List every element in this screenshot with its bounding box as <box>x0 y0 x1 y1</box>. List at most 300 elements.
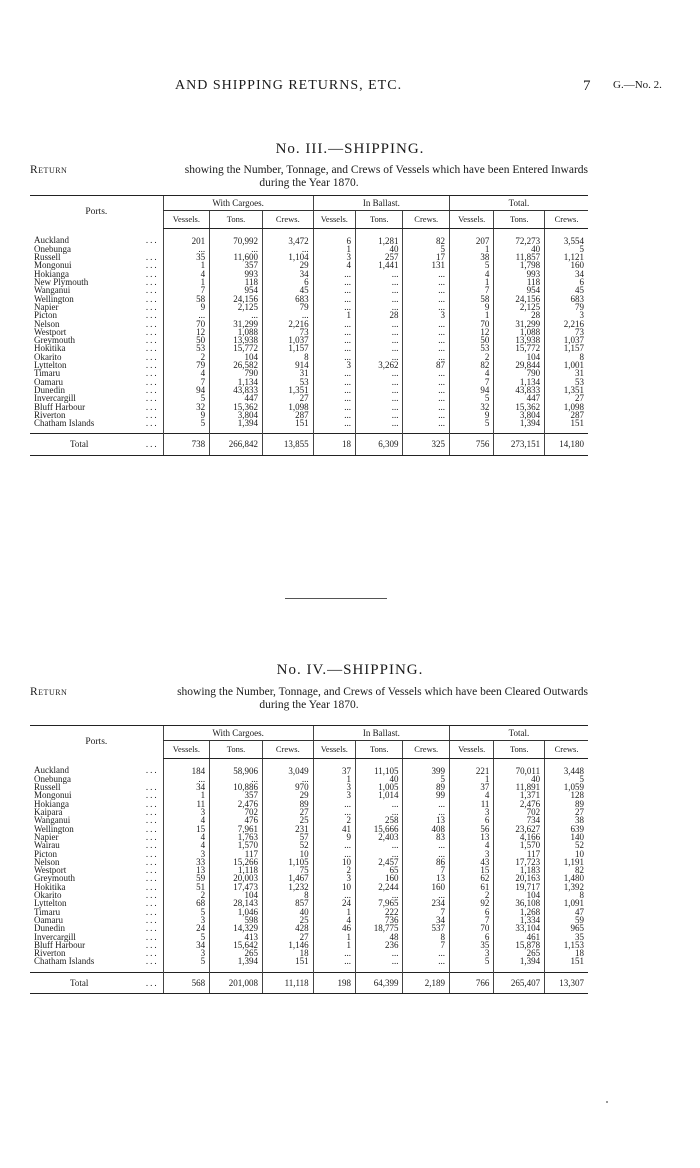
value-cell: 131 <box>403 261 450 269</box>
port-name: Russell <box>34 252 61 263</box>
value-cell: 33 <box>163 858 209 866</box>
value-cell: 598 <box>210 916 263 924</box>
value-cell: 1,046 <box>210 908 263 916</box>
value-cell: 73 <box>262 328 313 336</box>
leader-dots: ... <box>145 368 159 379</box>
value-cell: 221 <box>449 758 493 775</box>
value-cell: 10 <box>262 850 313 858</box>
port-name: Timaru <box>34 906 61 917</box>
value-cell: ... <box>313 419 355 434</box>
leader-dots: ... <box>145 956 159 967</box>
value-cell: 9 <box>163 303 209 311</box>
value-cell: ... <box>313 808 355 816</box>
value-cell: 27 <box>262 808 313 816</box>
value-cell: ... <box>313 295 355 303</box>
table-row <box>30 245 588 253</box>
port-name: Onebunga <box>34 773 71 784</box>
value-cell: 1,394 <box>494 957 545 972</box>
value-cell: 1,104 <box>262 253 313 261</box>
value-cell: 5 <box>403 245 450 253</box>
value-cell: 15 <box>449 866 493 874</box>
leader-dots: ... <box>145 848 159 859</box>
value-cell: 15,772 <box>494 344 545 352</box>
value-cell: 9 <box>313 833 355 841</box>
total-cell <box>30 972 163 993</box>
value-cell: 50 <box>163 336 209 344</box>
table-row <box>30 791 588 799</box>
value-cell: 993 <box>210 270 263 278</box>
value-cell: 151 <box>545 957 588 972</box>
value-cell: 15,642 <box>210 941 263 949</box>
value-cell: 40 <box>355 245 403 253</box>
col-header-ports: Ports. <box>30 196 163 229</box>
col-header: Tons. <box>210 741 263 758</box>
value-cell: 234 <box>403 899 450 907</box>
value-cell: 2,125 <box>494 303 545 311</box>
value-cell: ... <box>403 353 450 361</box>
value-cell: 2,216 <box>262 320 313 328</box>
value-cell: 104 <box>494 353 545 361</box>
value-cell: 207 <box>449 228 493 245</box>
value-cell: 1 <box>163 791 209 799</box>
value-cell: ... <box>313 411 355 419</box>
value-cell: 1,014 <box>355 791 403 799</box>
value-cell: ... <box>403 286 450 294</box>
value-cell: 151 <box>262 419 313 434</box>
value-cell: 8 <box>545 891 588 899</box>
port-name: Mongonui <box>34 790 72 801</box>
section-subtitle-outwards <box>30 686 588 712</box>
leader-dots: ... <box>145 360 159 371</box>
value-cell: ... <box>403 378 450 386</box>
value-cell: 13,938 <box>494 336 545 344</box>
value-cell: 31,299 <box>494 320 545 328</box>
value-cell: 1,146 <box>262 941 313 949</box>
value-cell: 8 <box>262 891 313 899</box>
value-cell: ... <box>355 270 403 278</box>
value-cell: 10 <box>313 883 355 891</box>
value-cell: ... <box>262 311 313 319</box>
value-cell: 4,166 <box>494 833 545 841</box>
subtitle-label: Return <box>30 164 68 176</box>
value-cell: 4 <box>449 791 493 799</box>
total-value-cell: 198 <box>313 972 355 993</box>
port-name: Wairau <box>34 840 60 851</box>
value-cell: 104 <box>210 353 263 361</box>
value-cell: 1,098 <box>545 403 588 411</box>
table-row <box>30 949 588 957</box>
value-cell: 4 <box>163 369 209 377</box>
value-cell: 36,108 <box>494 899 545 907</box>
port-name: Kaipara <box>34 807 63 818</box>
value-cell: 56 <box>449 825 493 833</box>
value-cell: ... <box>313 394 355 402</box>
value-cell: 140 <box>545 833 588 841</box>
value-cell: ... <box>355 295 403 303</box>
port-name: Westport <box>34 865 67 876</box>
leader-dots: ... <box>145 831 159 842</box>
value-cell: 5 <box>163 933 209 941</box>
table-row <box>30 800 588 808</box>
table-row <box>30 278 588 286</box>
value-cell: 12 <box>449 328 493 336</box>
value-cell: 61 <box>449 883 493 891</box>
table-row <box>30 924 588 932</box>
value-cell: 4 <box>163 833 209 841</box>
value-cell: ... <box>355 320 403 328</box>
value-cell: 1,134 <box>210 378 263 386</box>
leader-dots: ... <box>145 439 159 450</box>
total-value-cell: 325 <box>403 434 450 455</box>
value-cell: 26,582 <box>210 361 263 369</box>
port-name: Wanganui <box>34 285 71 296</box>
port-name: Napier <box>34 831 59 842</box>
value-cell: 31 <box>545 369 588 377</box>
port-name: Westport <box>34 326 67 337</box>
subtitle-year: during the Year 1870. <box>259 177 359 189</box>
value-cell: 857 <box>262 899 313 907</box>
value-cell: 3 <box>313 783 355 791</box>
value-cell: 118 <box>494 278 545 286</box>
value-cell: 70,992 <box>210 228 263 245</box>
port-name: Auckland <box>34 235 69 246</box>
value-cell: 2 <box>313 866 355 874</box>
value-cell: ... <box>313 386 355 394</box>
value-cell: 23,627 <box>494 825 545 833</box>
col-header: Vessels. <box>163 211 209 228</box>
value-cell: 7 <box>163 286 209 294</box>
leader-dots: ... <box>145 923 159 934</box>
value-cell: 18,775 <box>355 924 403 932</box>
table-row <box>30 841 588 849</box>
value-cell: ... <box>355 949 403 957</box>
col-group-header: With Cargoes. <box>163 196 313 211</box>
value-cell: ... <box>403 800 450 808</box>
port-name: Dunedin <box>34 923 65 934</box>
value-cell: 1 <box>163 261 209 269</box>
value-cell: 683 <box>545 295 588 303</box>
total-value-cell: 13,307 <box>545 972 588 993</box>
value-cell: 4 <box>449 369 493 377</box>
table-row <box>30 933 588 941</box>
value-cell: ... <box>403 386 450 394</box>
table-row <box>30 369 588 377</box>
value-cell: 53 <box>449 344 493 352</box>
table-row <box>30 866 588 874</box>
table-row <box>30 311 588 319</box>
value-cell: 4 <box>313 261 355 269</box>
value-cell: 1,105 <box>262 858 313 866</box>
value-cell: ... <box>313 378 355 386</box>
leader-dots: ... <box>145 318 159 329</box>
value-cell: 3 <box>449 808 493 816</box>
total-value-cell: 201,008 <box>210 972 263 993</box>
port-name: Wellington <box>34 293 74 304</box>
value-cell: 94 <box>449 386 493 394</box>
value-cell: 3 <box>313 361 355 369</box>
value-cell: ... <box>403 891 450 899</box>
value-cell: 13,938 <box>210 336 263 344</box>
value-cell: 790 <box>210 369 263 377</box>
value-cell: 258 <box>355 816 403 824</box>
value-cell: 72,273 <box>494 228 545 245</box>
total-value-cell: 2,189 <box>403 972 450 993</box>
table-row <box>30 941 588 949</box>
value-cell: 20,003 <box>210 874 263 882</box>
col-header: Tons. <box>355 211 403 228</box>
value-cell: 1,153 <box>545 941 588 949</box>
value-cell: 87 <box>403 361 450 369</box>
value-cell: ... <box>355 369 403 377</box>
value-cell: 1,281 <box>355 228 403 245</box>
value-cell: 70 <box>449 320 493 328</box>
value-cell: 24 <box>163 924 209 932</box>
value-cell: 34 <box>262 270 313 278</box>
value-cell: ... <box>313 403 355 411</box>
value-cell: 59 <box>163 874 209 882</box>
value-cell: 24,156 <box>494 295 545 303</box>
table-row <box>30 916 588 924</box>
section-heading-inwards: No. III.—SHIPPING. <box>275 141 425 157</box>
value-cell: 537 <box>403 924 450 932</box>
value-cell: 65 <box>355 866 403 874</box>
value-cell: 1 <box>313 311 355 319</box>
value-cell: 413 <box>210 933 263 941</box>
value-cell: 1,191 <box>545 858 588 866</box>
value-cell: ... <box>355 286 403 294</box>
value-cell: ... <box>313 303 355 311</box>
leader-dots: ... <box>145 898 159 909</box>
port-name: Nelson <box>34 856 60 867</box>
subtitle-label: Return <box>30 686 68 698</box>
value-cell: 1 <box>449 278 493 286</box>
table-row <box>30 783 588 791</box>
value-cell: 2,476 <box>210 800 263 808</box>
port-name: Bluff Harbour <box>34 939 86 950</box>
value-cell: 5 <box>163 394 209 402</box>
value-cell: 70 <box>449 924 493 932</box>
value-cell: 1,005 <box>355 783 403 791</box>
value-cell: 89 <box>545 800 588 808</box>
leader-dots: ... <box>145 268 159 279</box>
value-cell: 3,448 <box>545 758 588 775</box>
value-cell: 79 <box>262 303 313 311</box>
running-header <box>0 78 700 98</box>
leader-dots: ... <box>145 401 159 412</box>
value-cell: 13 <box>163 866 209 874</box>
leader-dots: ... <box>145 890 159 901</box>
value-cell: 1 <box>313 908 355 916</box>
value-cell: 2 <box>163 891 209 899</box>
value-cell: 5 <box>449 957 493 972</box>
value-cell: 1,157 <box>262 344 313 352</box>
value-cell: 28,143 <box>210 899 263 907</box>
value-cell: ... <box>403 850 450 858</box>
value-cell: ... <box>403 411 450 419</box>
value-cell: 2,476 <box>494 800 545 808</box>
value-cell: 68 <box>163 899 209 907</box>
value-cell: 201 <box>163 228 209 245</box>
col-header: Crews. <box>403 741 450 758</box>
value-cell: 1,232 <box>262 883 313 891</box>
leader-dots: ... <box>145 326 159 337</box>
value-cell: 1,037 <box>545 336 588 344</box>
value-cell: 1 <box>313 245 355 253</box>
value-cell: 50 <box>449 336 493 344</box>
port-name: Oamaru <box>34 914 63 925</box>
port-name: Lyttelton <box>34 360 67 371</box>
total-cell <box>30 434 163 455</box>
table-row <box>30 808 588 816</box>
value-cell: 11,105 <box>355 758 403 775</box>
table-row <box>30 419 588 434</box>
value-cell: 38 <box>545 816 588 824</box>
value-cell: 447 <box>494 394 545 402</box>
value-cell: 6 <box>449 908 493 916</box>
value-cell: 447 <box>210 394 263 402</box>
value-cell: 118 <box>210 278 263 286</box>
value-cell: ... <box>355 303 403 311</box>
section-heading-outwards: No. IV.—SHIPPING. <box>276 662 424 678</box>
value-cell: 10 <box>313 858 355 866</box>
value-cell: 43,833 <box>210 386 263 394</box>
port-name: Greymouth <box>34 335 75 346</box>
value-cell: 1,570 <box>210 841 263 849</box>
value-cell: 5 <box>449 261 493 269</box>
table-row <box>30 286 588 294</box>
value-cell: 1,091 <box>545 899 588 907</box>
value-cell: 46 <box>313 924 355 932</box>
total-value-cell: 756 <box>449 434 493 455</box>
col-header: Tons. <box>494 741 545 758</box>
value-cell: ... <box>403 403 450 411</box>
port-name: Nelson <box>34 318 60 329</box>
port-name: Hokianga <box>34 798 69 809</box>
value-cell: 5 <box>163 419 209 434</box>
value-cell: 53 <box>163 344 209 352</box>
col-header: Crews. <box>262 211 313 228</box>
value-cell: 5 <box>545 775 588 783</box>
port-name: Picton <box>34 848 58 859</box>
value-cell: ... <box>355 419 403 434</box>
value-cell: 58 <box>163 295 209 303</box>
value-cell: 45 <box>262 286 313 294</box>
value-cell: 35 <box>163 253 209 261</box>
value-cell: 4 <box>449 841 493 849</box>
value-cell: 3 <box>163 808 209 816</box>
value-cell: ... <box>313 336 355 344</box>
port-cell <box>30 758 163 775</box>
value-cell: 7 <box>403 866 450 874</box>
leader-dots: ... <box>145 807 159 818</box>
value-cell: 6 <box>262 278 313 286</box>
table-row <box>30 858 588 866</box>
value-cell: ... <box>403 949 450 957</box>
table-row <box>30 957 588 972</box>
value-cell: 33,104 <box>494 924 545 932</box>
value-cell: ... <box>355 850 403 858</box>
value-cell: 151 <box>545 419 588 434</box>
port-name: Bluff Harbour <box>34 401 86 412</box>
value-cell: 32 <box>449 403 493 411</box>
value-cell: 40 <box>494 245 545 253</box>
value-cell: ... <box>355 808 403 816</box>
table-row <box>30 758 588 775</box>
value-cell: ... <box>313 286 355 294</box>
value-cell: 52 <box>262 841 313 849</box>
value-cell: 1,134 <box>494 378 545 386</box>
total-value-cell: 273,151 <box>494 434 545 455</box>
table-row <box>30 883 588 891</box>
value-cell: 57 <box>262 833 313 841</box>
total-value-cell: 14,180 <box>545 434 588 455</box>
table-row <box>30 353 588 361</box>
value-cell: 8 <box>545 353 588 361</box>
value-cell: 1,480 <box>545 874 588 882</box>
value-cell: 1,088 <box>494 328 545 336</box>
value-cell: 52 <box>545 841 588 849</box>
value-cell: 1 <box>313 775 355 783</box>
value-cell: 34 <box>163 941 209 949</box>
paper-speck <box>606 1101 608 1103</box>
value-cell: 9 <box>449 303 493 311</box>
value-cell: 58,906 <box>210 758 263 775</box>
value-cell: 15 <box>163 825 209 833</box>
value-cell: 29,844 <box>494 361 545 369</box>
value-cell: 24,156 <box>210 295 263 303</box>
total-row <box>30 972 588 993</box>
value-cell: ... <box>355 411 403 419</box>
leader-dots: ... <box>145 343 159 354</box>
port-name: Auckland <box>34 765 69 776</box>
value-cell: ... <box>313 353 355 361</box>
value-cell: ... <box>313 344 355 352</box>
value-cell: 1,183 <box>494 866 545 874</box>
table-row <box>30 891 588 899</box>
leader-dots: ... <box>145 873 159 884</box>
value-cell: 62 <box>449 874 493 882</box>
value-cell: 13 <box>403 874 450 882</box>
value-cell: ... <box>403 278 450 286</box>
value-cell: 11,857 <box>494 253 545 261</box>
port-name: Okarito <box>34 351 62 362</box>
value-cell: 4 <box>449 270 493 278</box>
value-cell: 13 <box>449 833 493 841</box>
value-cell: 2,244 <box>355 883 403 891</box>
value-cell: 11,600 <box>210 253 263 261</box>
value-cell: 7 <box>163 378 209 386</box>
value-cell: 15,772 <box>210 344 263 352</box>
value-cell: ... <box>403 320 450 328</box>
value-cell: ... <box>163 775 209 783</box>
value-cell: 15,266 <box>210 858 263 866</box>
table-row <box>30 850 588 858</box>
value-cell: 86 <box>403 858 450 866</box>
leader-dots: ... <box>145 310 159 321</box>
value-cell: 31,299 <box>210 320 263 328</box>
value-cell: ... <box>355 957 403 972</box>
leader-dots: ... <box>145 790 159 801</box>
value-cell: 5 <box>545 245 588 253</box>
value-cell: 1,001 <box>545 361 588 369</box>
value-cell: ... <box>355 344 403 352</box>
port-cell <box>30 228 163 245</box>
value-cell: 3 <box>545 311 588 319</box>
value-cell: 40 <box>494 775 545 783</box>
value-cell: 14,329 <box>210 924 263 932</box>
value-cell: 1,467 <box>262 874 313 882</box>
value-cell: 3,472 <box>262 228 313 245</box>
